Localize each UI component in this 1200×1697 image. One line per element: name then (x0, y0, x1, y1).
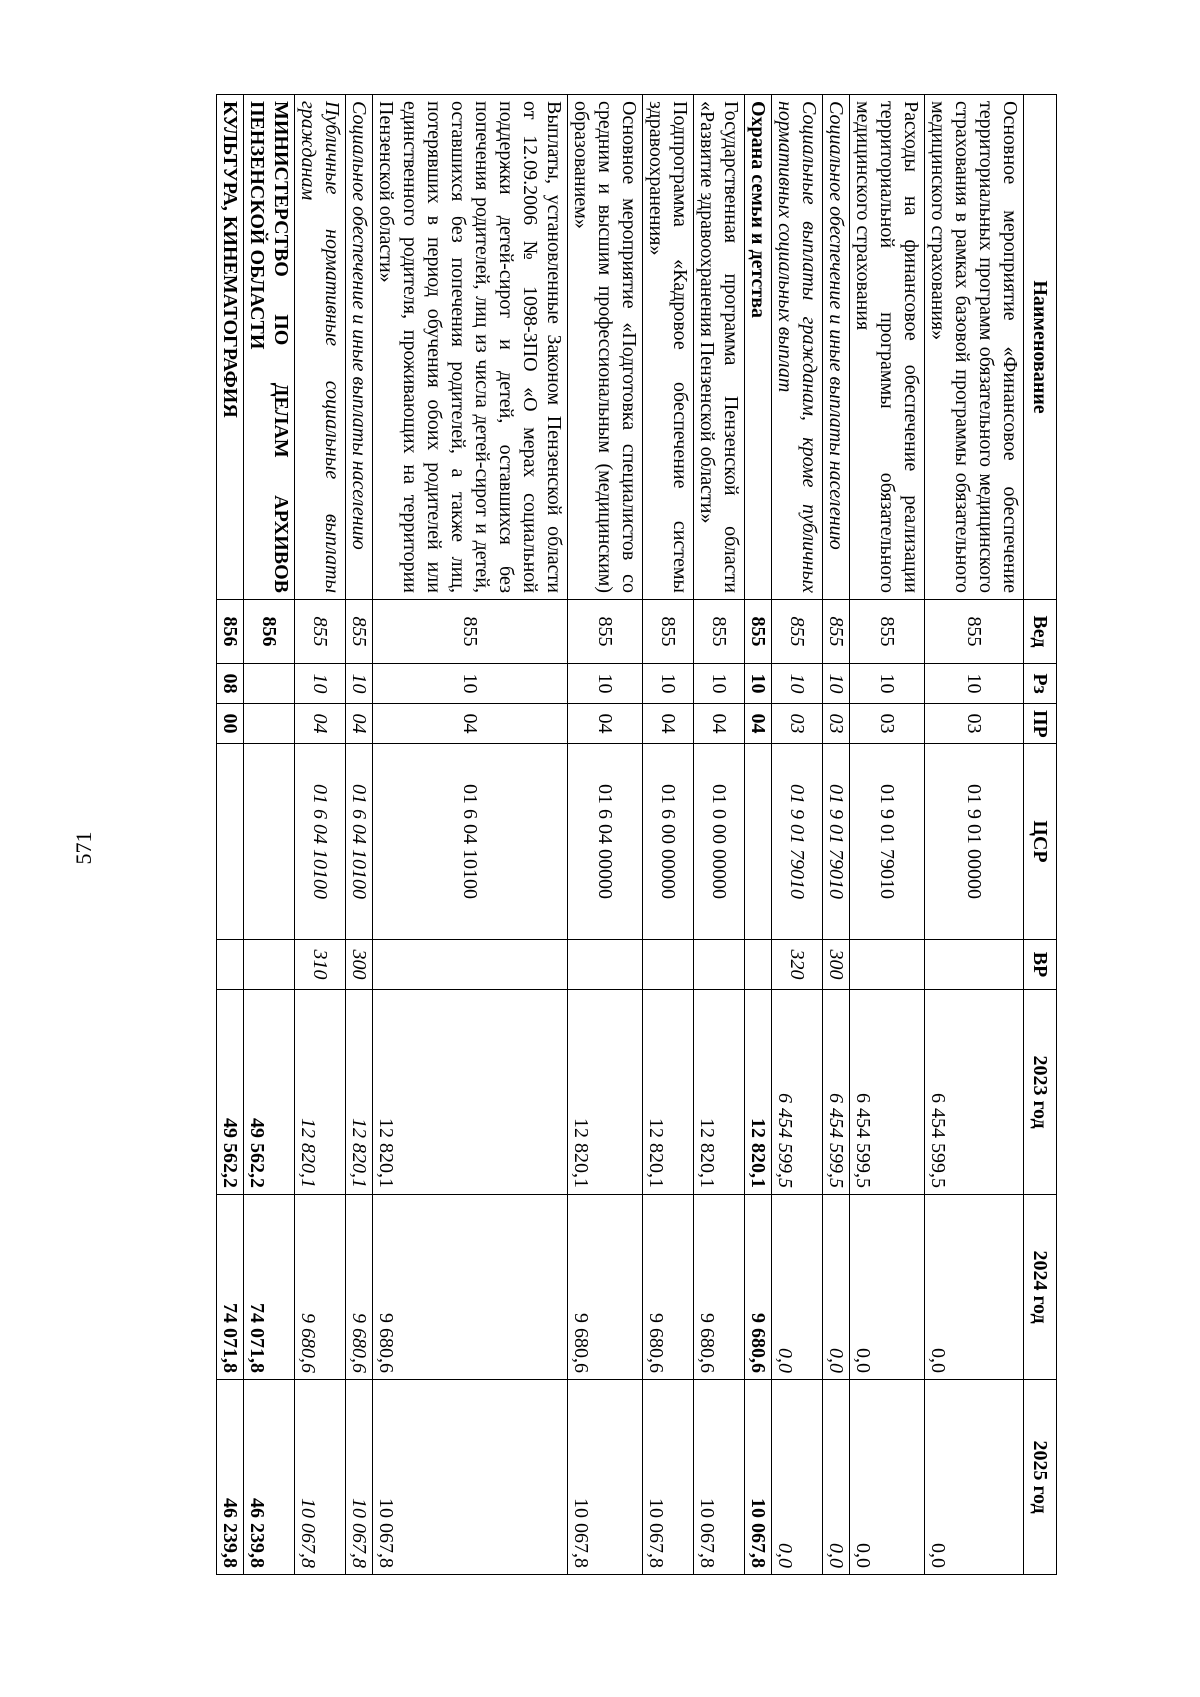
cell-pr: 04 (295, 704, 346, 744)
cell-pr: 00 (217, 704, 244, 744)
page-number: 571 (71, 831, 96, 865)
table-row (568, 95, 643, 1575)
cell-csr: 01 6 04 10100 (373, 744, 568, 940)
cell-pr: 04 (568, 704, 643, 744)
cell-ved: 855 (745, 600, 772, 664)
cell-csr: 01 6 04 10100 (346, 744, 373, 940)
cell-vr: 320 (772, 940, 823, 990)
cell-rz: 10 (772, 664, 823, 704)
cell-name: Социальные выплаты гражданам, кроме публичных нормативных социальных выплат (772, 95, 823, 600)
cell-rz: 08 (217, 664, 244, 704)
cell-ved: 856 (244, 600, 295, 664)
cell-name: Подпрограмма «Кадровое обеспечение системы здравоохранения» (643, 95, 694, 600)
cell-csr: 01 0 00 00000 (694, 744, 745, 940)
cell-pr: 03 (850, 704, 925, 744)
cell-pr (244, 704, 295, 744)
cell-y2024: 0,0 (850, 1195, 925, 1380)
cell-rz: 10 (295, 664, 346, 704)
table-row (694, 95, 745, 1575)
cell-ved: 855 (850, 600, 925, 664)
cell-y2023: 6 454 599,5 (850, 990, 925, 1195)
cell-y2025: 46 239,8 (217, 1380, 244, 1575)
cell-rz: 10 (745, 664, 772, 704)
cell-ved: 855 (823, 600, 850, 664)
cell-vr (694, 940, 745, 990)
cell-y2023: 49 562,2 (244, 990, 295, 1195)
cell-y2024: 9 680,6 (745, 1195, 772, 1380)
cell-vr: 300 (346, 940, 373, 990)
column-header: 2024 год (1024, 1195, 1057, 1380)
cell-rz: 10 (373, 664, 568, 704)
table-row (217, 95, 244, 1575)
cell-y2025: 10 067,8 (643, 1380, 694, 1575)
cell-y2024: 9 680,6 (295, 1195, 346, 1380)
cell-name: Социальное обеспечение и иные выплаты населению (823, 95, 850, 600)
cell-rz: 10 (925, 664, 1024, 704)
table-row (346, 95, 373, 1575)
table-row (850, 95, 925, 1575)
cell-y2025: 46 239,8 (244, 1380, 295, 1575)
cell-y2025: 10 067,8 (295, 1380, 346, 1575)
cell-ved: 855 (568, 600, 643, 664)
cell-y2024: 0,0 (823, 1195, 850, 1380)
table-row (745, 95, 772, 1575)
cell-csr: 01 9 01 79010 (823, 744, 850, 940)
table-row (823, 95, 850, 1575)
cell-y2024: 74 071,8 (217, 1195, 244, 1380)
cell-vr (745, 940, 772, 990)
cell-y2024: 74 071,8 (244, 1195, 295, 1380)
cell-name: Основное мероприятие «Подготовка специалистов со средним и высшим профессиональным (медицинским) образованием» (568, 95, 643, 600)
table-row (643, 95, 694, 1575)
cell-pr: 03 (823, 704, 850, 744)
cell-name: Публичные нормативные социальные выплаты гражданам (295, 95, 346, 600)
column-header: Вед (1024, 600, 1057, 664)
cell-pr: 04 (694, 704, 745, 744)
cell-ved: 855 (373, 600, 568, 664)
column-header: ПР (1024, 704, 1057, 744)
cell-vr (850, 940, 925, 990)
cell-name: Охрана семьи и детства (745, 95, 772, 600)
cell-y2025: 10 067,8 (694, 1380, 745, 1575)
cell-name: КУЛЬТУРА, КИНЕМАТОГРАФИЯ (217, 95, 244, 600)
cell-rz: 10 (823, 664, 850, 704)
cell-y2025: 0,0 (772, 1380, 823, 1575)
rotated-page-content (133, 94, 1057, 1574)
cell-ved: 855 (346, 600, 373, 664)
cell-csr: 01 9 01 79010 (850, 744, 925, 940)
cell-y2025: 0,0 (925, 1380, 1024, 1575)
table-row (772, 95, 823, 1575)
cell-y2024: 9 680,6 (694, 1195, 745, 1380)
table-row (295, 95, 346, 1575)
cell-csr (217, 744, 244, 940)
cell-ved: 856 (217, 600, 244, 664)
cell-y2023: 12 820,1 (694, 990, 745, 1195)
cell-vr (925, 940, 1024, 990)
column-header: 2025 год (1024, 1380, 1057, 1575)
cell-pr: 04 (643, 704, 694, 744)
cell-pr: 03 (925, 704, 1024, 744)
cell-rz (244, 664, 295, 704)
cell-rz: 10 (850, 664, 925, 704)
cell-y2024: 9 680,6 (373, 1195, 568, 1380)
cell-vr (643, 940, 694, 990)
cell-y2025: 10 067,8 (568, 1380, 643, 1575)
cell-vr: 300 (823, 940, 850, 990)
cell-y2024: 9 680,6 (643, 1195, 694, 1380)
cell-y2024: 9 680,6 (568, 1195, 643, 1380)
cell-csr: 01 9 01 79010 (772, 744, 823, 940)
cell-y2023: 12 820,1 (643, 990, 694, 1195)
column-header: Наименование (1024, 95, 1057, 600)
cell-name: Социальное обеспечение и иные выплаты населению (346, 95, 373, 600)
cell-y2024: 0,0 (925, 1195, 1024, 1380)
cell-csr: 01 6 00 00000 (643, 744, 694, 940)
cell-name: Расходы на финансовое обеспечение реализации территориальной программы обязательного медицинского страхования (850, 95, 925, 600)
cell-vr: 310 (295, 940, 346, 990)
cell-pr: 04 (346, 704, 373, 744)
table-row (373, 95, 568, 1575)
cell-ved: 855 (772, 600, 823, 664)
cell-y2023: 6 454 599,5 (772, 990, 823, 1195)
budget-table (216, 94, 1057, 1575)
cell-y2023: 12 820,1 (373, 990, 568, 1195)
cell-csr: 01 6 04 00000 (568, 744, 643, 940)
table-header-row (1024, 95, 1057, 1575)
cell-y2023: 12 820,1 (745, 990, 772, 1195)
cell-pr: 04 (373, 704, 568, 744)
cell-y2023: 6 454 599,5 (823, 990, 850, 1195)
cell-y2025: 0,0 (823, 1380, 850, 1575)
cell-y2025: 10 067,8 (373, 1380, 568, 1575)
cell-csr: 01 9 01 00000 (925, 744, 1024, 940)
cell-vr (217, 940, 244, 990)
cell-y2025: 10 067,8 (346, 1380, 373, 1575)
cell-pr: 04 (745, 704, 772, 744)
cell-y2025: 10 067,8 (745, 1380, 772, 1575)
cell-y2023: 6 454 599,5 (925, 990, 1024, 1195)
cell-rz: 10 (346, 664, 373, 704)
cell-y2023: 12 820,1 (568, 990, 643, 1195)
cell-ved: 855 (694, 600, 745, 664)
cell-name: Государственная программа Пензенской области «Развитие здравоохранения Пензенской области» (694, 95, 745, 600)
cell-vr (568, 940, 643, 990)
cell-vr (244, 940, 295, 990)
column-header: 2023 год (1024, 990, 1057, 1195)
cell-rz: 10 (643, 664, 694, 704)
cell-csr (745, 744, 772, 940)
column-header: Рз (1024, 664, 1057, 704)
cell-y2023: 12 820,1 (346, 990, 373, 1195)
column-header: ВР (1024, 940, 1057, 990)
cell-y2024: 9 680,6 (346, 1195, 373, 1380)
cell-csr: 01 6 04 10100 (295, 744, 346, 940)
cell-ved: 855 (925, 600, 1024, 664)
cell-pr: 03 (772, 704, 823, 744)
cell-y2023: 12 820,1 (295, 990, 346, 1195)
cell-ved: 855 (643, 600, 694, 664)
column-header: ЦСР (1024, 744, 1057, 940)
cell-ved: 855 (295, 600, 346, 664)
cell-y2025: 0,0 (850, 1380, 925, 1575)
table-body (217, 95, 1024, 1575)
cell-y2024: 0,0 (772, 1195, 823, 1380)
cell-name: Выплаты, установленные Законом Пензенской области от 12.09.2006 № 1098-ЗПО «О мерах социальной поддержки детей-сирот и детей, оставшихся без попечения родителей, лиц из числа детей-сирот и детей, оставшихся без попечения родителей, а также лиц, потерявших в период обучения обоих родителей или единственного родителя, проживающих на территории Пензенской области» (373, 95, 568, 600)
cell-rz: 10 (694, 664, 745, 704)
table-row (244, 95, 295, 1575)
cell-rz: 10 (568, 664, 643, 704)
cell-name: МИНИСТЕРСТВО ПО ДЕЛАМ АРХИВОВ ПЕНЗЕНСКОЙ ОБЛАСТИ (244, 95, 295, 600)
cell-vr (373, 940, 568, 990)
cell-name: Основное мероприятие «Финансовое обеспечение территориальных программ обязательного медицинского страхования в рамках базовой программы обязательного медицинского страхования» (925, 95, 1024, 600)
cell-csr (244, 744, 295, 940)
cell-y2023: 49 562,2 (217, 990, 244, 1195)
table-row (925, 95, 1024, 1575)
